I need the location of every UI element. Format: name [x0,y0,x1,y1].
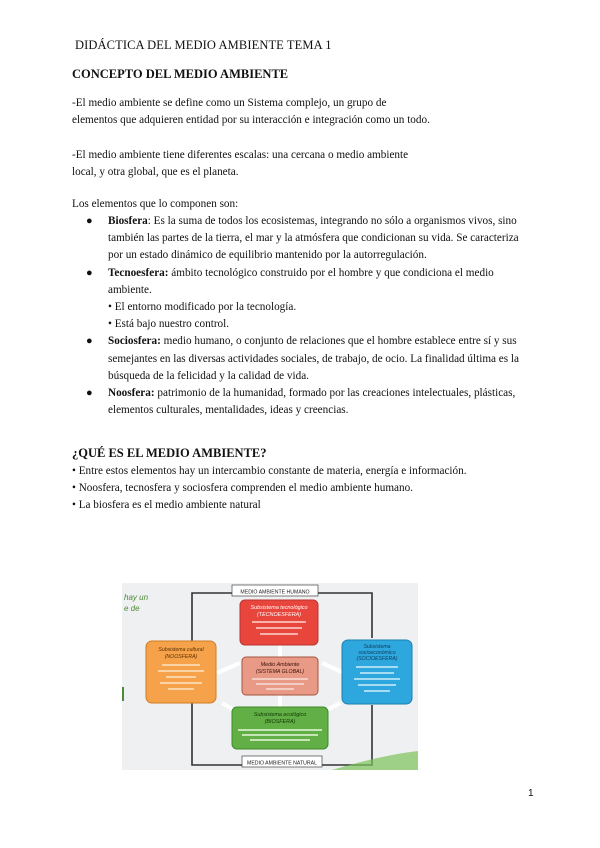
question-line: • La biosfera es el medio ambiente natural [72,499,261,512]
text-line [364,690,390,692]
question-line: • Noosfera, tecnosfera y sociosfera comprenden el medio ambiente humano. [72,482,413,495]
elements-intro: Los elementos que lo componen son: [72,198,239,210]
bullet-icon: ● [86,215,93,227]
text-line [354,678,400,680]
bullet-icon: ● [86,335,93,348]
text-line [252,621,306,623]
box-subtitle: (SISTEMA GLOBAL) [255,669,305,675]
text-line [160,682,202,684]
side-text: e de [124,604,140,613]
question-line: • Entre estos elementos hay un intercambio constante de materia, energía e información. [72,465,467,477]
top-label: MEDIO AMBIENTE HUMANO [240,589,310,596]
text-line [358,684,396,686]
text-line [250,739,310,741]
bottom-label: MEDIO AMBIENTE NATURAL [247,760,317,767]
box-subtitle: (NOOSFERA) [164,654,198,660]
desc-tecnoesfera: ámbito tecnológico construido por el hombre y que condiciona el medio ambiente. [108,266,494,296]
text-line [260,633,298,635]
environment-diagram [122,583,418,770]
list-item-noosfera [86,385,531,419]
text-line [158,670,204,672]
desc-noosfera: patrimonio de la humanidad, formado por las creaciones intelectuales, plásticas, elementos culturales, mentalidades, ideas y creencias. [108,387,516,417]
text-line [238,729,322,731]
paragraph-scales: -El medio ambiente tiene diferentes escalas: una cercana o medio ambiente local, y otra global, que es el planeta. [72,149,409,179]
text-line [252,678,308,680]
paragraph-definition: -El medio ambiente se define como un Sistema complejo, un grupo de elementos que adquieren entidad por su interacción e integración como un todo. [72,97,430,127]
box-title: Subsistema ecológico [253,712,307,718]
box-title: Subsistema [363,644,391,650]
text-line [360,672,394,674]
text-line [266,688,294,690]
section-title: CONCEPTO DEL MEDIO AMBIENTE [72,67,289,81]
side-mark [122,687,124,701]
term-sociosfera: Sociosfera: [108,335,161,348]
subitem-control: • Está bajo nuestro control. [108,318,230,331]
elements-list [86,213,531,419]
subitem-entorno: • El entorno modificado por la tecnología. [108,301,297,314]
box-subtitle: (TECNOESFERA) [256,612,302,618]
term-biosfera: Biosfera [108,215,148,227]
question-title: ¿QUÉ ES EL MEDIO AMBIENTE? [72,446,267,460]
list-item-tecnoesfera [86,265,531,334]
text-line [166,676,196,678]
desc-sociosfera: medio humano, o conjunto de relaciones que el hombre establece entre sí y sus semejantes en las diversas actividades sociales, de trabajo, de ocio. La finalidad última es la búsqueda de la felicidad y la calidad de vida. [108,335,519,382]
list-item-sociosfera [86,333,531,385]
text-line [168,688,194,690]
page-number: 1 [528,788,534,799]
bullet-icon: ● [86,387,93,400]
term-noosfera: Noosfera: [108,387,155,400]
text-line [256,627,302,629]
box-title: Medio Ambiente [260,662,300,668]
page-header: DIDÁCTICA DEL MEDIO AMBIENTE TEMA 1 [75,38,332,52]
box-title: Subsistema tecnológico [250,605,308,611]
desc-biosfera: : Es la suma de todos los ecosistemas, integrando no sólo a organismos vivos, sino también las partes de la tierra, el mar y la atmósfera que condicionan su vida. Se caracteriza por un estado dinámico de equilibrio mantenido por la autorregulación. [108,215,519,262]
side-text: hay un [124,593,149,602]
text-line [356,666,398,668]
box-subtitle: (SOCIOESFERA) [356,656,398,662]
text-line [242,734,318,736]
question-lines [72,463,472,515]
box-subtitle: socioeconómico [358,650,396,656]
box-subtitle: (BIOSFERA) [264,719,296,725]
box-title: Subsistema cultural [158,647,204,653]
bullet-icon: ● [86,266,93,279]
text-line [162,664,200,666]
text-line [256,683,304,685]
term-tecnoesfera: Tecnoesfera: [108,266,169,279]
list-item-biosfera [86,213,531,265]
